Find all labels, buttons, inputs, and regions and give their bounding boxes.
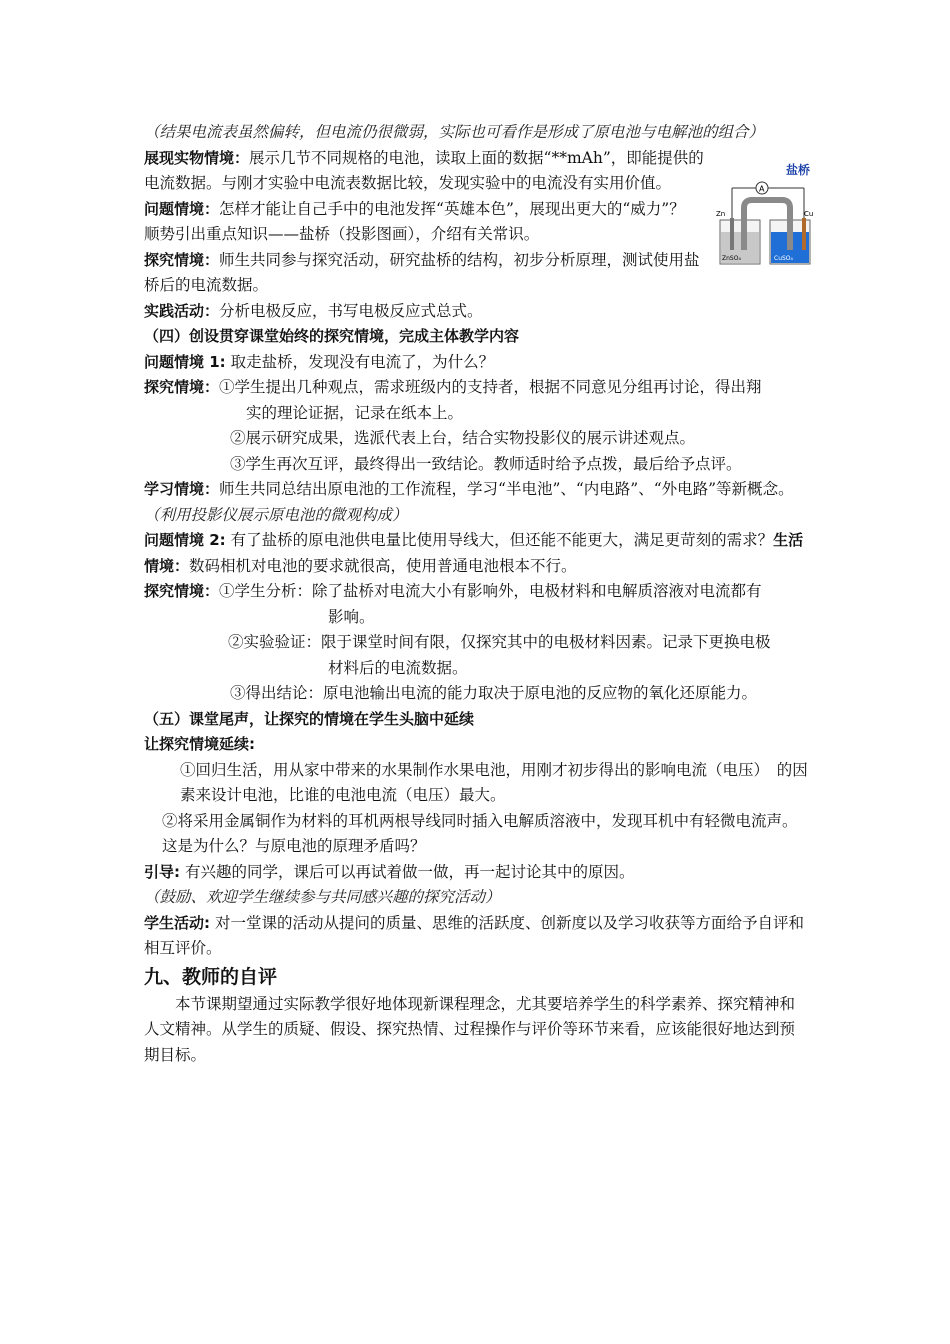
paragraph-explore-2-step3: ③得出结论：原电池输出电流的能力取决于原电池的反应物的氧化还原能力。: [230, 684, 758, 702]
paragraph-explore-2-step2: ②实验验证：限于课堂时间有限，仅探究其中的电极材料因素。记录下更换电极: [228, 633, 771, 651]
note-encourage: （鼓励、欢迎学生继续参与共同感兴趣的探究活动）: [144, 888, 501, 906]
section-heading-4: （四）创设贯穿课堂始终的探究情境，完成主体教学内容: [144, 327, 520, 345]
extension-label: 让探究情境延续:: [144, 735, 255, 753]
right-electrode-label: Cu: [804, 209, 814, 218]
copper-electrode: [802, 218, 806, 250]
document-page: [144, 120, 814, 1068]
paragraph-extension-1: ①回归生活，用从家中带来的水果制作水果电池，用刚才初步得出的影响电流（电压） 的因素来设计电池，比谁的电池电流（电压）最大。: [180, 760, 808, 804]
section-heading-5: （五）课堂尾声，让探究的情境在学生头脑中延续: [144, 709, 475, 728]
paragraph-explore-2: 探究情境：①学生分析：除了盐桥对电流大小有影响外，电极材料和电解质溶液对电流都有: [144, 582, 762, 600]
paragraph-student-activity: 学生活动: 对一堂课的活动从提问的质量、思维的活跃度、创新度以及学习收获等方面给予自评和相互评价。: [144, 913, 804, 957]
paragraph-explore-1-cont: 实的理论证据，记录在纸本上。: [246, 403, 464, 422]
note-projector: （利用投影仪展示原电池的微观构成）: [144, 505, 408, 524]
ammeter-label: A: [759, 184, 765, 193]
paragraph-explore-1-step3: ③学生再次互评，最终得出一致结论。教师适时给予点拨，最后给予点评。: [230, 454, 742, 473]
paragraph-guide: 引导: 有兴趣的同学，课后可以再试着做一做，再一起讨论其中的原因。: [144, 862, 635, 881]
left-electrode-label: Zn: [716, 209, 726, 218]
paragraph-learning-scene: 学习情境：师生共同总结出原电池的工作流程，学习“半电池”、“内电路”、“外电路”等新概念。: [144, 480, 794, 498]
paragraph-salt-bridge-intro: 顺势引出重点知识——盐桥（投影图画），介绍有关常识。: [144, 225, 540, 243]
salt-bridge-diagram: [716, 160, 816, 270]
paragraph-practice: 实践活动：分析电极反应，书写电极反应式总式。: [144, 301, 483, 320]
diagram-title: 盐桥: [786, 162, 811, 177]
right-solution-label: CuSO₄: [774, 254, 793, 262]
paragraph-self-evaluation: 本节课期望通过实际教学很好地体现新课程理念，尤其要培养学生的科学素养、探究精神和人文精神。从学生的质疑、假设、探究热情、过程操作与评价等环节来看，应该能很好地达到预期目标。: [144, 994, 796, 1064]
paragraph-extension-2: ②将采用金属铜作为材料的耳机两根导线同时插入电解质溶液中，发现耳机中有轻微电流声。这是为什么？与原电池的原理矛盾吗？: [162, 811, 798, 855]
paragraph-explore-1: 探究情境：①学生提出几种观点，需求班级内的支持者，根据不同意见分组再讨论，得出翔: [144, 378, 762, 396]
paragraph-explore-scene: 探究情境：师生共同参与探究活动，研究盐桥的结构，初步分析原理，测试使用盐桥后的电流数据。: [144, 250, 700, 294]
paragraph-question-1: 问题情境 1: 取走盐桥，发现没有电流了，为什么？: [144, 352, 495, 371]
note-paragraph: （结果电流表虽然偏转，但电流仍很微弱，实际也可看作是形成了原电池与电解池的组合）: [144, 123, 765, 141]
zinc-electrode: [730, 218, 734, 250]
paragraph-explore-2-cont: 影响。: [328, 607, 375, 626]
paragraph-real-scene: 展现实物情境：展示几节不同规格的电池，读取上面的数据“**mAh”，即能提供的电流数据。与刚才实验中电流表数据比较，发现实验中的电流没有实用价值。: [144, 148, 704, 192]
paragraph-explore-1-step2: ②展示研究成果，选派代表上台，结合实物投影仪的展示讲述观点。: [230, 429, 696, 447]
left-solution-label: ZnSO₄: [722, 254, 741, 262]
paragraph-explore-2-step2-cont: 材料后的电流数据。: [328, 658, 468, 677]
section-heading-9: 九、教师的自评: [144, 965, 278, 988]
paragraph-question-2: 问题情境 2: 有了盐桥的原电池供电量比使用导线大，但还能不能更大，满足更苛刻的需求？生活情境：数码相机对电池的要求就很高，使用普通电池根本不行。: [144, 531, 804, 575]
paragraph-problem-scene: 问题情境：怎样才能让自己手中的电池发挥“英雄本色”，展现出更大的“威力”？: [144, 199, 685, 218]
